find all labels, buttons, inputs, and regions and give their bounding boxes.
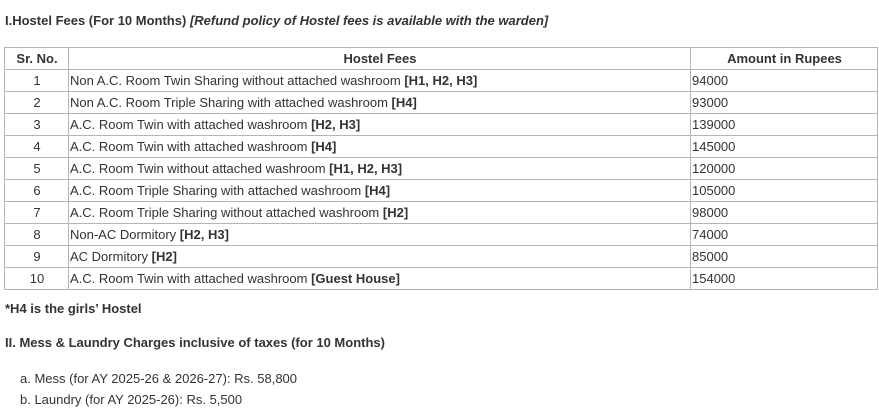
table-row xyxy=(5,268,878,290)
fee-description-text: Non-AC Dormitory xyxy=(70,227,180,242)
section-2-heading: II. Mess & Laundry Charges inclusive of taxes (for 10 Months) xyxy=(5,335,385,350)
cell-amount: 139000 xyxy=(691,114,878,136)
cell-amount: 74000 xyxy=(691,224,878,246)
table-row xyxy=(5,70,878,92)
cell-sr-no: 4 xyxy=(5,136,69,158)
table-row xyxy=(5,246,878,268)
cell-amount: 120000 xyxy=(691,158,878,180)
table-row xyxy=(5,224,878,246)
fee-description-text: A.C. Room Twin with attached washroom xyxy=(70,117,312,132)
fee-description-text: AC Dormitory xyxy=(70,249,152,264)
cell-amount: 154000 xyxy=(691,268,878,290)
hostel-tag: [H2, H3] xyxy=(179,227,229,242)
hostel-tag: [H1, H2, H3] xyxy=(404,73,478,88)
cell-sr-no: 3 xyxy=(5,114,69,136)
header-sr-no: Sr. No. xyxy=(5,48,69,70)
cell-amount: 98000 xyxy=(691,202,878,224)
fee-description-text: A.C. Room Triple Sharing with attached washroom xyxy=(70,183,365,198)
table-row xyxy=(5,202,878,224)
refund-policy-note: [Refund policy of Hostel fees is available with the warden] xyxy=(189,13,549,28)
fee-description-text: A.C. Room Triple Sharing without attached washroom xyxy=(70,205,383,220)
cell-fee-description xyxy=(69,224,691,246)
mess-charge-item: a. Mess (for AY 2025-26 & 2026-27): Rs. 58,800 xyxy=(20,371,298,386)
cell-sr-no: 1 xyxy=(5,70,69,92)
hostel-fees-table xyxy=(4,47,878,290)
cell-fee-description xyxy=(69,246,691,268)
hostel-tag: [H4] xyxy=(311,139,337,154)
cell-fee-description xyxy=(69,114,691,136)
cell-fee-description xyxy=(69,136,691,158)
cell-fee-description xyxy=(69,268,691,290)
hostel-tag: [H2] xyxy=(151,249,177,264)
cell-amount: 94000 xyxy=(691,70,878,92)
cell-fee-description xyxy=(69,202,691,224)
table-row xyxy=(5,158,878,180)
cell-fee-description xyxy=(69,158,691,180)
cell-fee-description xyxy=(69,70,691,92)
cell-amount: 85000 xyxy=(691,246,878,268)
cell-sr-no: 2 xyxy=(5,92,69,114)
table-row xyxy=(5,136,878,158)
hostel-tag: [H2, H3] xyxy=(311,117,361,132)
table-row xyxy=(5,114,878,136)
header-hostel-fees: Hostel Fees xyxy=(69,48,691,70)
cell-sr-no: 8 xyxy=(5,224,69,246)
fee-description-text: A.C. Room Twin without attached washroom xyxy=(70,161,330,176)
cell-sr-no: 9 xyxy=(5,246,69,268)
girls-hostel-footnote: *H4 is the girls’ Hostel xyxy=(5,301,142,316)
hostel-tag: [Guest House] xyxy=(311,271,400,286)
cell-fee-description xyxy=(69,180,691,202)
hostel-tag: [H2] xyxy=(382,205,409,220)
table-row xyxy=(5,92,878,114)
laundry-charge-item: b. Laundry (for AY 2025-26): Rs. 5,500 xyxy=(20,392,243,407)
cell-amount: 93000 xyxy=(691,92,878,114)
section-1-heading xyxy=(5,13,548,28)
hostel-tag: [H1, H2, H3] xyxy=(329,161,403,176)
cell-sr-no: 6 xyxy=(5,180,69,202)
cell-sr-no: 5 xyxy=(5,158,69,180)
table-row xyxy=(5,180,878,202)
section-1-title: I.Hostel Fees (For 10 Months) xyxy=(5,13,187,28)
hostel-tag: [H4] xyxy=(364,183,391,198)
table-header-row xyxy=(5,48,878,70)
cell-sr-no: 10 xyxy=(5,268,69,290)
header-amount: Amount in Rupees xyxy=(691,48,878,70)
fee-description-text: Non A.C. Room Twin Sharing without attached washroom xyxy=(70,73,405,88)
fee-description-text: A.C. Room Twin with attached washroom xyxy=(70,271,312,286)
fee-description-text: Non A.C. Room Triple Sharing with attached washroom xyxy=(70,95,392,110)
cell-sr-no: 7 xyxy=(5,202,69,224)
hostel-tag: [H4] xyxy=(391,95,417,110)
cell-amount: 145000 xyxy=(691,136,878,158)
cell-fee-description xyxy=(69,92,691,114)
cell-amount: 105000 xyxy=(691,180,878,202)
fee-description-text: A.C. Room Twin with attached washroom xyxy=(70,139,312,154)
